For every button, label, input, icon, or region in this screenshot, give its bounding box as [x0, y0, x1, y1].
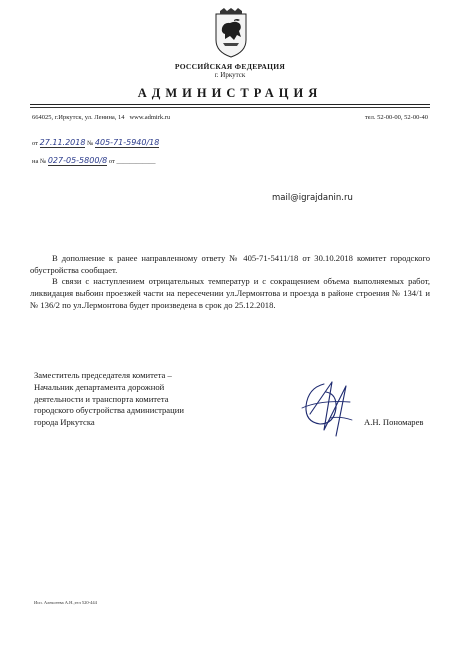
administration-title: АДМИНИСТРАЦИЯ: [137, 86, 323, 100]
federation-heading: РОССИЙСКАЯ ФЕДЕРАЦИЯ: [174, 62, 286, 71]
executor-note: Исп. Алексеева А.Н.,тел 520-444: [34, 600, 97, 605]
signer-position-line: городского обустройства администрации: [34, 405, 184, 416]
body-paragraph: В дополнение к ранее направленному ответу № 405-71-5411/18 от 30.10.2018 комитет городского обустройства сообщает.: [30, 253, 430, 275]
signer-position-line: города Иркутска: [34, 417, 95, 428]
reference-from-label: от: [108, 158, 115, 165]
letter-body: [30, 253, 430, 312]
body-paragraph: В связи с наступлением отрицательных температур и с сокращением объема выполняемых работ, ликвидация выбоин проезжей части на пересечении ул.Лермонтова и проезда в районе строения № 134/1 и № 136/2 по ул.Лермонтова будет произведена в срок до 25.12.2018.: [30, 276, 430, 310]
handwritten-signature-icon: [290, 378, 360, 440]
signer-position-line: Начальник департамента дорожной: [34, 381, 165, 392]
header-divider-thick: [30, 104, 430, 105]
irkutsk-coat-of-arms-icon: [214, 8, 248, 58]
phone-numbers: тел. 52-00-00, 52-00-40: [364, 114, 428, 121]
signer-name: А.Н. Пономарев: [364, 417, 424, 427]
reference-date-blank: ____________: [116, 158, 156, 165]
recipient-email: mail@igrajdanin.ru: [272, 193, 353, 203]
signer-position: [34, 370, 284, 429]
website-link[interactable]: www.admirk.ru: [129, 114, 171, 121]
address-line: [32, 114, 170, 121]
number-label: №: [87, 140, 94, 147]
incoming-reference: [32, 156, 155, 166]
signer-position-line: деятельности и транспорта комитета: [34, 393, 169, 404]
header-divider-thin: [30, 107, 430, 108]
reference-label: на №: [32, 158, 47, 165]
postal-address: 664025, г.Иркутск, ул. Ленина, 14: [32, 114, 125, 121]
city-heading: г. Иркутск: [214, 71, 246, 79]
outgoing-registration: [32, 138, 159, 148]
outgoing-number: 405-71-5940/18: [94, 138, 160, 147]
outgoing-date: 27.11.2018: [39, 138, 86, 147]
from-label: от: [32, 140, 39, 147]
signer-position-line: Заместитель председателя комитета –: [34, 370, 172, 380]
reference-number: 027-05-5800/8: [47, 156, 108, 165]
